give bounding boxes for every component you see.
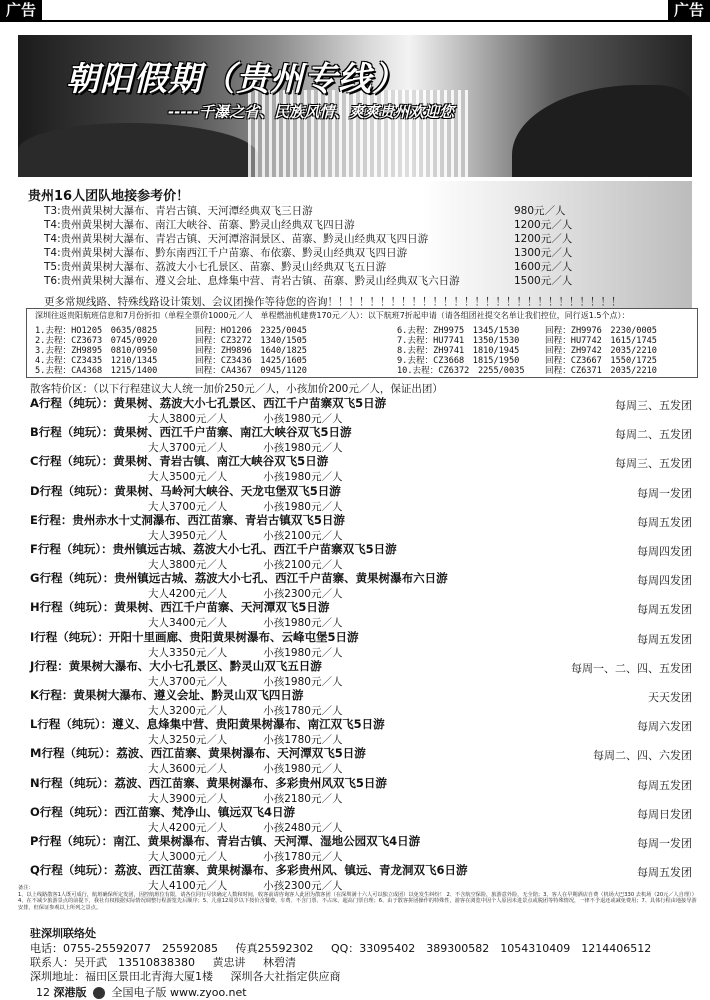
contact-fax: 传真25592302	[235, 942, 314, 955]
itinerary-name: N行程（纯玩）：荔波、西江苗寨、黄果树瀑布、多彩贵州风双飞5日游	[30, 775, 387, 790]
flight-info-box	[26, 308, 698, 378]
itinerary-row	[30, 424, 692, 456]
banner-subtitle: -----千瀑之省、民族风情、爽爽贵州欢迎您	[168, 103, 455, 121]
contact-supplier-note: 深圳各大社指定供应商	[230, 970, 341, 983]
tour-row: T4:贵州黄果树大瀑布、黔东南西江千户苗寨、布依寨、黔灵山经典双飞四日游	[44, 247, 408, 259]
flight-return: 回程：ZH9976 2230/0005	[545, 326, 657, 336]
departure-schedule: 每周日发团	[637, 807, 692, 821]
tour-price: 1500元／人	[514, 275, 573, 287]
child-price: 小孩1980元／人	[263, 763, 343, 776]
flight-outbound: 7.去程：HU7741 1350/1530	[397, 336, 520, 346]
page-number: 12	[36, 986, 50, 999]
departure-schedule: 每周一发团	[637, 837, 692, 850]
itinerary-name: M行程（纯玩）：荔波、西江苗寨、黄果树瀑布、天河潭双飞5日游	[30, 746, 366, 761]
adult-price: 大人4200元／人	[148, 821, 228, 834]
contact-person: 黄忠讲	[212, 956, 246, 969]
child-price: 小孩1980元／人	[263, 675, 343, 688]
departure-schedule: 每周二、五发团	[615, 428, 692, 442]
tour-price: 1200元／人	[514, 233, 573, 245]
itinerary-row	[30, 541, 692, 573]
itinerary-row	[30, 687, 692, 719]
notes-text: 1、以上线路散客1人既可成行，航班确保所定发团，因控航班位有限，请各位同行尽快确定人数和时间，收客前请咨询客人此团为散客团（在深圳满十六人可以独立成团）以免发生纠纷！ 2、不含航空保险，旅游意外险，无全陪；3、客人在早期酒店自费（机场大巴330 去机场（20元／人自理））4、在不减少旅游景点的前提下，我社有权根据实际情况调整行程游览先后顺序；5、儿童12周岁以下按价含餐费、车费、不含门票、不占床，超高门票自理；6、由于散客拼团操作的特殊性，游客在浏览中因个人原因未进景点或脱团等特殊情况，一律不予退还或减免费用；7、具体行程由地接导游安排，但保证参观以上所列之景点。	[18, 891, 697, 911]
page-footer	[36, 984, 247, 1000]
itinerary-name: J行程：黄果树大瀑布、大小七孔景区、黔灵山双飞五日游	[30, 658, 322, 673]
departure-schedule: 每周五发团	[637, 778, 692, 792]
itinerary-name: B行程（纯玩）：黄果树、西江千户苗寨、南江大峡谷双飞5日游	[30, 425, 352, 440]
adult-price: 大人3800元／人	[148, 559, 228, 571]
child-price: 小孩1780元／人	[263, 734, 343, 747]
flight-outbound: 5.去程：CA4368 1215/1400	[35, 366, 158, 376]
ad-label-left: 广告	[0, 0, 42, 20]
tour-row: T5:贵州黄果树大瀑布、荔波大小七孔景区、苗寨、黔灵山经典双飞五日游	[44, 261, 387, 273]
departure-schedule: 每周五发团	[637, 515, 692, 529]
contact-address-line	[30, 968, 355, 984]
flight-return: 回程：HU7742 1615/1745	[545, 336, 657, 346]
adult-price: 大人3350元／人	[148, 646, 228, 659]
contact-person: 联系人：吴开武 13510838380	[30, 956, 195, 969]
departure-schedule: 每周四发团	[637, 545, 692, 558]
adult-price: 大人3700元／人	[148, 500, 228, 513]
banner-hill-right	[512, 85, 692, 177]
footer-edition: 全国电子版 www.zyoo.net	[111, 986, 247, 999]
itinerary-name: I行程（纯玩）：开阳十里画廊、贵阳黄果树瀑布、云峰屯堡5日游	[30, 629, 359, 644]
departure-schedule: 每周五发团	[637, 603, 692, 617]
itinerary-row	[30, 629, 692, 661]
itinerary-row	[30, 716, 692, 748]
departure-schedule: 每周五发团	[637, 632, 692, 646]
tour-price: 980元／人	[514, 205, 566, 217]
itinerary-row	[30, 804, 692, 836]
tour-row: T4:贵州黄果树大瀑布、青岩古镇、天河潭溶洞景区、苗寨、黔灵山经典双飞四日游	[44, 233, 429, 245]
adult-price: 大人3250元／人	[148, 734, 228, 747]
brand-logo-icon	[93, 987, 105, 999]
itinerary-row	[30, 599, 692, 631]
itinerary-row	[30, 453, 692, 485]
adult-price: 大人3400元／人	[148, 617, 228, 630]
top-rule	[0, 20, 710, 22]
tour-price: 1300元／人	[514, 247, 573, 259]
flight-return: 回程：CZ6371 2035/2210	[545, 366, 657, 376]
flight-header: 深圳往返贵阳航班信息和7月份折扣（单程全票价1000元／人 单程燃油机建费170元／人）：以下航班7折起申请（请各组团社提交名单让我们控位，同行返1.5个点）：	[35, 311, 630, 320]
flight-outbound: 4.去程：CZ3435 1210/1345	[35, 356, 158, 366]
departure-schedule: 天天发团	[648, 691, 692, 704]
child-price: 小孩1980元／人	[263, 471, 343, 484]
itinerary-row	[30, 570, 692, 602]
itinerary-name: F行程（纯玩）：贵州镇远古城、荔波大小七孔、西江千户苗寨双飞5日游	[30, 542, 397, 556]
banner-hill-left	[18, 123, 258, 177]
banner-title: 朝阳假期（贵州专线）	[66, 59, 406, 98]
tour-row: T4:贵州黄果树大瀑布、南江大峡谷、苗寨、黔灵山经典双飞四日游	[44, 219, 355, 231]
departure-schedule: 每周三、五发团	[615, 399, 692, 412]
retail-header: 散客特价区：（以下行程建议大人统一加价250元／人，小孩加价200元／人，保证出团）	[30, 383, 443, 395]
ad-label-right: 广告	[668, 0, 710, 20]
child-price: 小孩2480元／人	[263, 821, 343, 834]
child-price: 小孩2100元／人	[263, 529, 343, 542]
adult-price: 大人3700元／人	[148, 442, 228, 455]
itinerary-name: A行程（纯玩）：黄果树、荔波大小七孔景区、西江千户苗寨双飞5日游	[30, 396, 387, 410]
notes-label: 备注：	[18, 885, 34, 891]
contact-person: 林碧清	[262, 956, 296, 969]
child-price: 小孩1780元／人	[263, 851, 343, 863]
itinerary-name: K行程：黄果树大瀑布、遵义会址、黔灵山双飞四日游	[30, 688, 304, 702]
tour-price-section	[18, 181, 692, 308]
flight-return: 回程：CZ3272 1340/1505	[195, 336, 307, 346]
child-price: 小孩1980元／人	[263, 442, 343, 455]
itinerary-row	[30, 658, 692, 690]
flight-outbound: 9.去程：CZ3668 1815/1950	[397, 356, 520, 366]
contact-address: 深圳地址：福田区景田北青海大厦1楼	[30, 970, 213, 983]
tour-heading: 贵州16人团队地接参考价！	[28, 189, 190, 204]
itinerary-name: G行程（纯玩）：贵州镇远古城、荔波大小七孔、西江千户苗寨、黄果树瀑布六日游	[30, 571, 448, 586]
adult-price: 大人3800元／人	[148, 413, 228, 425]
adult-price: 大人3500元／人	[148, 471, 228, 484]
departure-schedule: 每周二、四、六发团	[593, 749, 692, 763]
flight-outbound: 10.去程：CZ6372 2255/0035	[397, 366, 525, 376]
child-price: 小孩1980元／人	[263, 500, 343, 513]
adult-price: 大人3600元／人	[148, 763, 228, 776]
child-price: 小孩1780元／人	[263, 705, 343, 717]
child-price: 小孩2300元／人	[263, 880, 343, 893]
itinerary-name: O行程（纯玩）：西江苗寨、梵净山、镇远双飞4日游	[30, 804, 296, 819]
itinerary-name: P行程（纯玩）：南江、黄果树瀑布、青岩古镇、天河潭、湿地公园双飞4日游	[30, 834, 421, 848]
departure-schedule: 每周四发团	[637, 574, 692, 588]
adult-price: 大人3950元／人	[148, 529, 228, 542]
adult-price: 大人4100元／人	[148, 880, 228, 893]
itinerary-row	[30, 833, 692, 865]
flight-outbound: 3.去程：ZH9895 0810/0950	[35, 346, 158, 356]
flight-return: 回程：HO1206 2325/0045	[195, 326, 307, 336]
adult-price: 大人4200元／人	[148, 588, 228, 601]
departure-schedule: 每周三、五发团	[615, 457, 692, 471]
tour-price: 1600元／人	[514, 261, 573, 273]
departure-schedule: 每周五发团	[637, 866, 692, 880]
child-price: 小孩2300元／人	[263, 588, 343, 601]
flight-outbound: 8.去程：ZH9741 1810/1945	[397, 346, 520, 356]
contact-qq: QQ：33095402 389300582 1054310409 1214406512	[330, 942, 652, 955]
itinerary-row	[30, 745, 692, 777]
flight-return: 回程：ZH9742 2035/2210	[545, 346, 657, 356]
itinerary-row	[30, 775, 692, 807]
itinerary-row	[30, 512, 692, 544]
itinerary-name: C行程（纯玩）：黄果树、青岩古镇、南江大峡谷双飞5日游	[30, 454, 329, 469]
child-price: 小孩1980元／人	[263, 646, 343, 659]
flight-outbound: 1.去程：HO1205 0635/0825	[35, 326, 158, 336]
contact-heading: 驻深圳联络处	[30, 927, 96, 940]
itinerary-name: L行程（纯玩）：遵义、息烽集中营、贵阳黄果树瀑布、南江双飞5日游	[30, 717, 385, 732]
adult-price: 大人3900元／人	[148, 792, 228, 805]
itinerary-name: Q行程（纯玩）：荔波、西江苗寨、黄果树瀑布、多彩贵州风、镇远、青龙洞双飞6日游	[30, 863, 468, 878]
itinerary-name: E行程：贵州赤水十丈洞瀑布、西江苗寨、青岩古镇双飞5日游	[30, 512, 345, 527]
tour-row: T6:贵州黄果树大瀑布、遵义会址、息烽集中营、青岩古镇、苗寨、黔灵山经典双飞六日游	[44, 275, 460, 287]
tour-price: 1200元／人	[514, 219, 573, 231]
flight-outbound: 2.去程：CZ3673 0745/0920	[35, 336, 158, 346]
child-price: 小孩1980元／人	[263, 413, 343, 425]
adult-price: 大人3200元／人	[148, 705, 228, 717]
itinerary-name: H行程（纯玩）：黄果树、西江千户苗寨、天河潭双飞5日游	[30, 600, 330, 615]
adult-price: 大人3000元／人	[148, 851, 228, 863]
tour-row: T3:贵州黄果树大瀑布、青岩古镇、天河潭经典双飞三日游	[44, 205, 313, 217]
departure-schedule: 每周一、二、四、五发团	[571, 661, 692, 675]
itinerary-name: D行程（纯玩）：黄果树、马岭河大峡谷、天龙屯堡双飞5日游	[30, 483, 341, 498]
more-consult-text: 更多常规线路、特殊线路设计策划、会议团操作等待您的咨询！！！！！！！！！！！！！！！！！！！！！！！！！！！！	[44, 296, 622, 308]
flight-return: 回程：ZH9896 1640/1825	[195, 346, 307, 356]
child-price: 小孩1980元／人	[263, 617, 343, 630]
flight-outbound: 6.去程：ZH9975 1345/1530	[397, 326, 520, 336]
itinerary-row	[30, 395, 692, 427]
contact-phone: 电话：0755-25592077 25592085	[30, 942, 218, 955]
flight-return: 回程：CA4367 0945/1120	[195, 366, 307, 376]
banner-image	[18, 35, 692, 177]
notes-block	[18, 885, 698, 911]
footer-brand: 深港版	[53, 986, 87, 999]
departure-schedule: 每周一发团	[637, 486, 692, 500]
departure-schedule: 每周六发团	[637, 720, 692, 734]
adult-price: 大人3700元／人	[148, 675, 228, 688]
child-price: 小孩2180元／人	[263, 792, 343, 805]
flight-return: 回程：CZ3436 1425/1605	[195, 356, 307, 366]
flight-return: 回程：CZ3667 1550/1725	[545, 356, 657, 366]
itinerary-row	[30, 483, 692, 515]
child-price: 小孩2100元／人	[263, 559, 343, 571]
